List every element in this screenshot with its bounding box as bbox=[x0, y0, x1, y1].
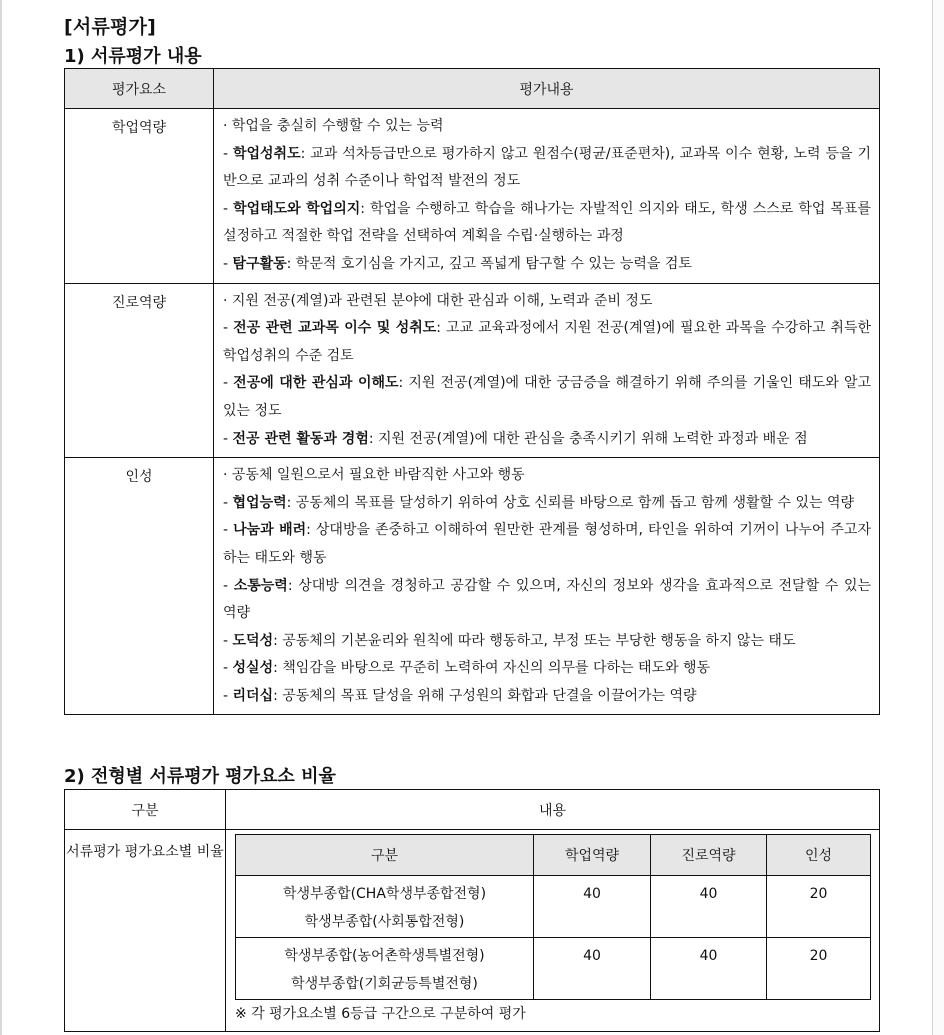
bullet-dash: - bbox=[223, 320, 234, 337]
bullet-dash: - bbox=[223, 577, 234, 594]
header-content: 내용 bbox=[226, 790, 880, 830]
criterion-item bbox=[223, 655, 871, 683]
ratio-table bbox=[64, 789, 880, 1032]
character-ratio: 20 bbox=[767, 938, 871, 1000]
criterion-item bbox=[223, 251, 871, 279]
criterion-description: : 지원 전공(계열)에 대한 궁금증을 해결하기 위해 주의를 기울인 태도와 알고 있는 정도 bbox=[223, 375, 871, 419]
inner-table-row bbox=[236, 938, 871, 1000]
inner-header-career: 진로역량 bbox=[651, 835, 767, 876]
academic-ratio: 40 bbox=[534, 876, 651, 938]
criterion-description: : 학업을 수행하고 학습을 해나가는 자발적인 의지와 태도, 학생 스스로 학업 목표를 설정하고 적절한 학업 전략을 선택하여 계획을 수립·실행하는 과정 bbox=[223, 200, 871, 245]
grading-note: ※ 각 평가요소별 6등급 구간으로 구분하여 평가 bbox=[235, 1006, 526, 1022]
criterion-description: : 공동체의 기본윤리와 원칙에 따라 행동하고, 부정 또는 부당한 행동을 하지 않는 태도 bbox=[273, 632, 796, 649]
bullet-dash: - bbox=[223, 660, 233, 677]
criterion-name: 학업성취도 bbox=[232, 145, 301, 162]
criterion-name: 협업능력 bbox=[232, 494, 287, 511]
criterion-description: : 공동체의 목표 달성을 위해 구성원의 화합과 단결을 이끌어가는 역량 bbox=[273, 687, 697, 704]
table-header-row bbox=[65, 790, 880, 830]
admission-type: 학생부종합(CHA학생부종합전형) bbox=[282, 886, 487, 902]
evaluation-element-label: 학업역량 bbox=[65, 109, 214, 284]
inner-header-character: 인성 bbox=[767, 835, 871, 876]
criterion-description: · 공동체 일원으로서 필요한 바람직한 사고와 행동 bbox=[223, 467, 525, 484]
criterion-name: 탐구활동 bbox=[232, 255, 287, 272]
bullet-dash: - bbox=[223, 375, 234, 392]
table-header-row bbox=[65, 69, 880, 109]
admission-type: 학생부종합(농어촌학생특별전형) bbox=[284, 948, 485, 964]
evaluation-content-cell bbox=[214, 109, 880, 284]
admission-types-cell bbox=[236, 876, 534, 938]
admission-type: 학생부종합(기회균등특별전형) bbox=[291, 976, 478, 992]
criterion-name: 전공 관련 교과목 이수 및 성취도 bbox=[233, 320, 437, 337]
career-ratio: 40 bbox=[651, 876, 767, 938]
criterion-description: : 고교 교육과정에서 지원 전공(계열)에 필요한 과목을 수강하고 취득한 학업성취의 수준 검토 bbox=[223, 320, 871, 364]
row-label-text: 서류평가 평가요소별 비율 bbox=[66, 844, 224, 860]
evaluation-content-table bbox=[64, 68, 880, 715]
admission-type: 학생부종합(사회통합전형) bbox=[304, 914, 465, 930]
criterion-summary bbox=[223, 113, 871, 141]
criterion-description: : 상대방을 존중하고 이해하여 원만한 관계를 형성하며, 타인을 위하여 기꺼이 나누어 주고자 하는 태도와 행동 bbox=[223, 522, 871, 566]
table-row bbox=[65, 283, 880, 458]
criterion-item bbox=[223, 628, 871, 656]
career-ratio: 40 bbox=[651, 938, 767, 1000]
table-row bbox=[65, 458, 880, 715]
header-evaluation-element: 평가요소 bbox=[65, 69, 214, 109]
criterion-item bbox=[223, 517, 871, 572]
criterion-item bbox=[223, 490, 871, 518]
page-scrollbar-gutter bbox=[932, 0, 944, 1035]
criterion-name: 전공에 대한 관심과 이해도 bbox=[233, 375, 399, 392]
criterion-summary bbox=[223, 462, 871, 490]
bullet-dash: - bbox=[223, 145, 233, 162]
criterion-name: 성실성 bbox=[232, 660, 274, 677]
criterion-description: : 학문적 호기심을 가지고, 깊고 폭넓게 탐구할 수 있는 능력을 검토 bbox=[286, 255, 692, 272]
criterion-item bbox=[223, 370, 871, 425]
bullet-dash: - bbox=[223, 200, 234, 217]
evaluation-element-label: 진로역량 bbox=[65, 283, 214, 458]
criterion-description: : 지원 전공(계열)에 대한 관심을 충족시키기 위해 노력한 과정과 배운 점 bbox=[368, 430, 808, 447]
criterion-description: : 상대방 의견을 경청하고 공감할 수 있으며, 자신의 정보와 생각을 효과적으로 전달할 수 있는 역량 bbox=[223, 577, 871, 622]
bullet-dash: - bbox=[223, 494, 233, 511]
criterion-name: 학업태도와 학업의지 bbox=[233, 200, 361, 217]
criterion-item bbox=[223, 315, 871, 370]
criterion-description: : 공동체의 목표를 달성하기 위하여 상호 신뢰를 바탕으로 함께 돕고 함께 생활할 수 있는 역량 bbox=[286, 494, 855, 511]
table-row bbox=[65, 830, 880, 1032]
ratio-content-cell bbox=[226, 830, 880, 1032]
character-ratio: 20 bbox=[767, 876, 871, 938]
ratio-inner-table bbox=[235, 834, 871, 1000]
criterion-description: · 학업을 충실히 수행할 수 있는 능력 bbox=[223, 118, 444, 134]
inner-header-academic: 학업역량 bbox=[534, 835, 651, 876]
inner-header-type: 구분 bbox=[236, 835, 534, 876]
academic-ratio: 40 bbox=[534, 938, 651, 1000]
criterion-name: 나눔과 배려 bbox=[233, 522, 307, 539]
main-title: [서류평가] bbox=[64, 16, 156, 38]
criterion-description: : 교과 석차등급만으로 평가하지 않고 원점수(평균/표준편차), 교과목 이수 현황, 노력 등을 기반으로 교과의 성취 수준이나 학업적 발전의 정도 bbox=[223, 145, 871, 190]
section-title-evaluation-content: 1) 서류평가 내용 bbox=[64, 46, 202, 67]
criterion-name: 전공 관련 활동과 경험 bbox=[232, 430, 369, 447]
criterion-item bbox=[223, 683, 871, 711]
criterion-name: 소통능력 bbox=[233, 577, 288, 594]
row-label-ratio bbox=[65, 830, 226, 1032]
bullet-dash: - bbox=[223, 255, 233, 272]
table-row bbox=[65, 109, 880, 284]
admission-types-cell bbox=[236, 938, 534, 1000]
section-title-ratio: 2) 전형별 서류평가 평가요소 비율 bbox=[64, 766, 336, 787]
inner-header-row bbox=[236, 835, 871, 876]
header-evaluation-content: 평가내용 bbox=[214, 69, 880, 109]
evaluation-content-cell bbox=[214, 458, 880, 715]
criterion-description: : 책임감을 바탕으로 꾸준히 노력하여 자신의 의무를 다하는 태도와 행동 bbox=[273, 660, 711, 677]
criterion-item bbox=[223, 573, 871, 628]
bullet-dash: - bbox=[223, 430, 233, 447]
header-category: 구분 bbox=[65, 790, 226, 830]
criterion-summary bbox=[223, 288, 871, 316]
criterion-item bbox=[223, 426, 871, 454]
criterion-name: 도덕성 bbox=[232, 632, 274, 649]
bullet-dash: - bbox=[223, 687, 233, 704]
evaluation-content-cell bbox=[214, 283, 880, 458]
criterion-item bbox=[223, 196, 871, 251]
bullet-dash: - bbox=[223, 522, 234, 539]
evaluation-element-label: 인성 bbox=[65, 458, 214, 715]
inner-table-row bbox=[236, 876, 871, 938]
criterion-item bbox=[223, 141, 871, 196]
bullet-dash: - bbox=[223, 632, 233, 649]
criterion-description: · 지원 전공(계열)과 관련된 분야에 대한 관심과 이해, 노력과 준비 정도 bbox=[223, 292, 653, 309]
criterion-name: 리더십 bbox=[232, 687, 274, 704]
page-left-edge bbox=[0, 0, 2, 1035]
